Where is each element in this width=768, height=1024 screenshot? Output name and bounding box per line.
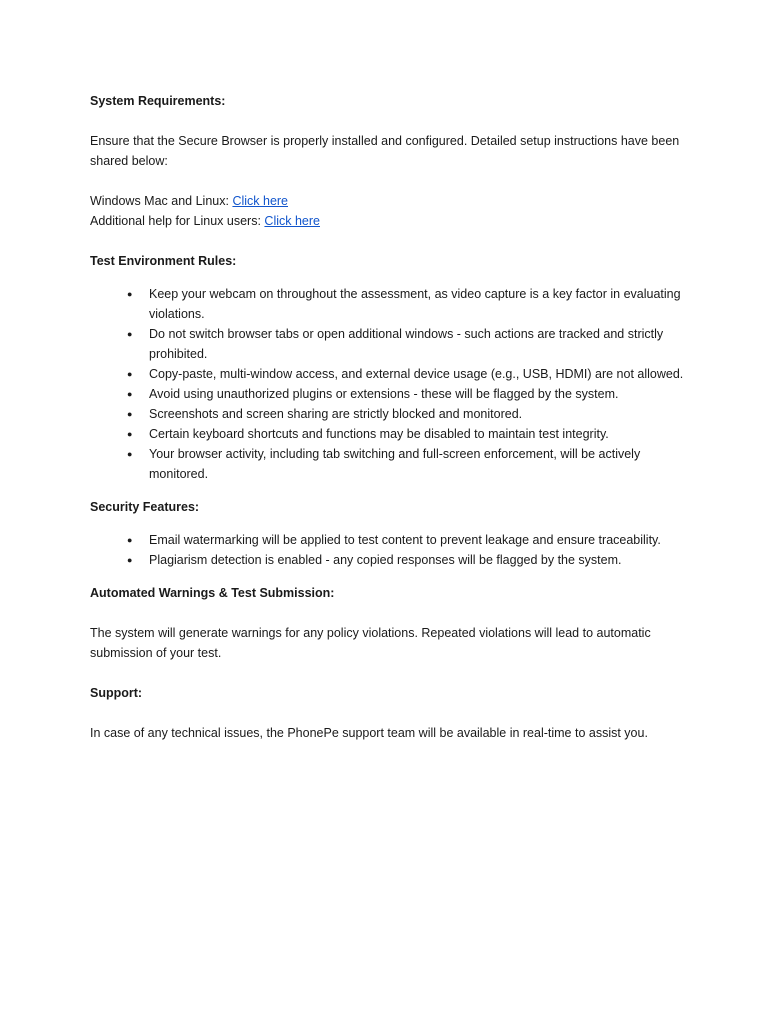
bullet-icon: ● <box>127 429 133 439</box>
list-item <box>127 424 688 444</box>
linux-help-link[interactable]: Click here <box>264 214 320 228</box>
linux-help-line <box>90 211 688 231</box>
windows-setup-link[interactable]: Click here <box>232 194 289 208</box>
warnings-heading: Automated Warnings & Test Submission: <box>90 586 335 600</box>
bullet-icon: ● <box>127 289 133 299</box>
list-item-text: Plagiarism detection is enabled - any copied responses will be flagged by the system. <box>149 553 622 567</box>
list-item <box>127 404 688 424</box>
list-item <box>127 530 688 550</box>
list-item-text: Your browser activity, including tab switching and full-screen enforcement, will be actively monitored. <box>149 447 641 481</box>
test-environment-list <box>90 284 688 484</box>
bullet-icon: ● <box>127 329 133 339</box>
bullet-icon: ● <box>127 389 133 399</box>
bullet-icon: ● <box>127 369 133 379</box>
list-item <box>127 444 688 484</box>
list-item-text: Keep your webcam on throughout the assessment, as video capture is a key factor in evaluating violations. <box>149 287 681 321</box>
windows-setup-label: Windows Mac and Linux: <box>90 194 233 208</box>
list-item-text: Certain keyboard shortcuts and functions may be disabled to maintain test integrity. <box>149 427 609 441</box>
list-item <box>127 384 688 404</box>
list-item-text: Do not switch browser tabs or open additional windows - such actions are tracked and strictly prohibited. <box>149 327 664 361</box>
list-item <box>127 364 688 384</box>
list-item-text: Email watermarking will be applied to test content to prevent leakage and ensure traceability. <box>149 533 661 547</box>
system-requirements-intro: Ensure that the Secure Browser is properly installed and configured. Detailed setup instructions have been shared below: <box>90 134 680 168</box>
bullet-icon: ● <box>127 449 133 459</box>
list-item <box>127 324 688 364</box>
warnings-text: The system will generate warnings for any policy violations. Repeated violations will lead to automatic submission of your test. <box>90 626 651 660</box>
list-item <box>127 284 688 324</box>
bullet-icon: ● <box>127 535 133 545</box>
security-features-heading: Security Features: <box>90 500 200 514</box>
security-features-list <box>90 530 688 570</box>
test-environment-heading: Test Environment Rules: <box>90 254 237 268</box>
bullet-icon: ● <box>127 409 133 419</box>
linux-help-label: Additional help for Linux users: <box>90 214 265 228</box>
list-item <box>127 550 688 570</box>
list-item-text: Avoid using unauthorized plugins or extensions - these will be flagged by the system. <box>149 387 619 401</box>
support-heading: Support: <box>90 686 143 700</box>
list-item-text: Screenshots and screen sharing are strictly blocked and monitored. <box>149 407 523 421</box>
support-text: In case of any technical issues, the PhonePe support team will be available in real-time to assist you. <box>90 726 648 740</box>
system-requirements-heading: System Requirements: <box>90 94 226 108</box>
windows-setup-line <box>90 191 688 211</box>
bullet-icon: ● <box>127 555 133 565</box>
list-item-text: Copy-paste, multi-window access, and external device usage (e.g., USB, HDMI) are not allowed. <box>149 367 684 381</box>
